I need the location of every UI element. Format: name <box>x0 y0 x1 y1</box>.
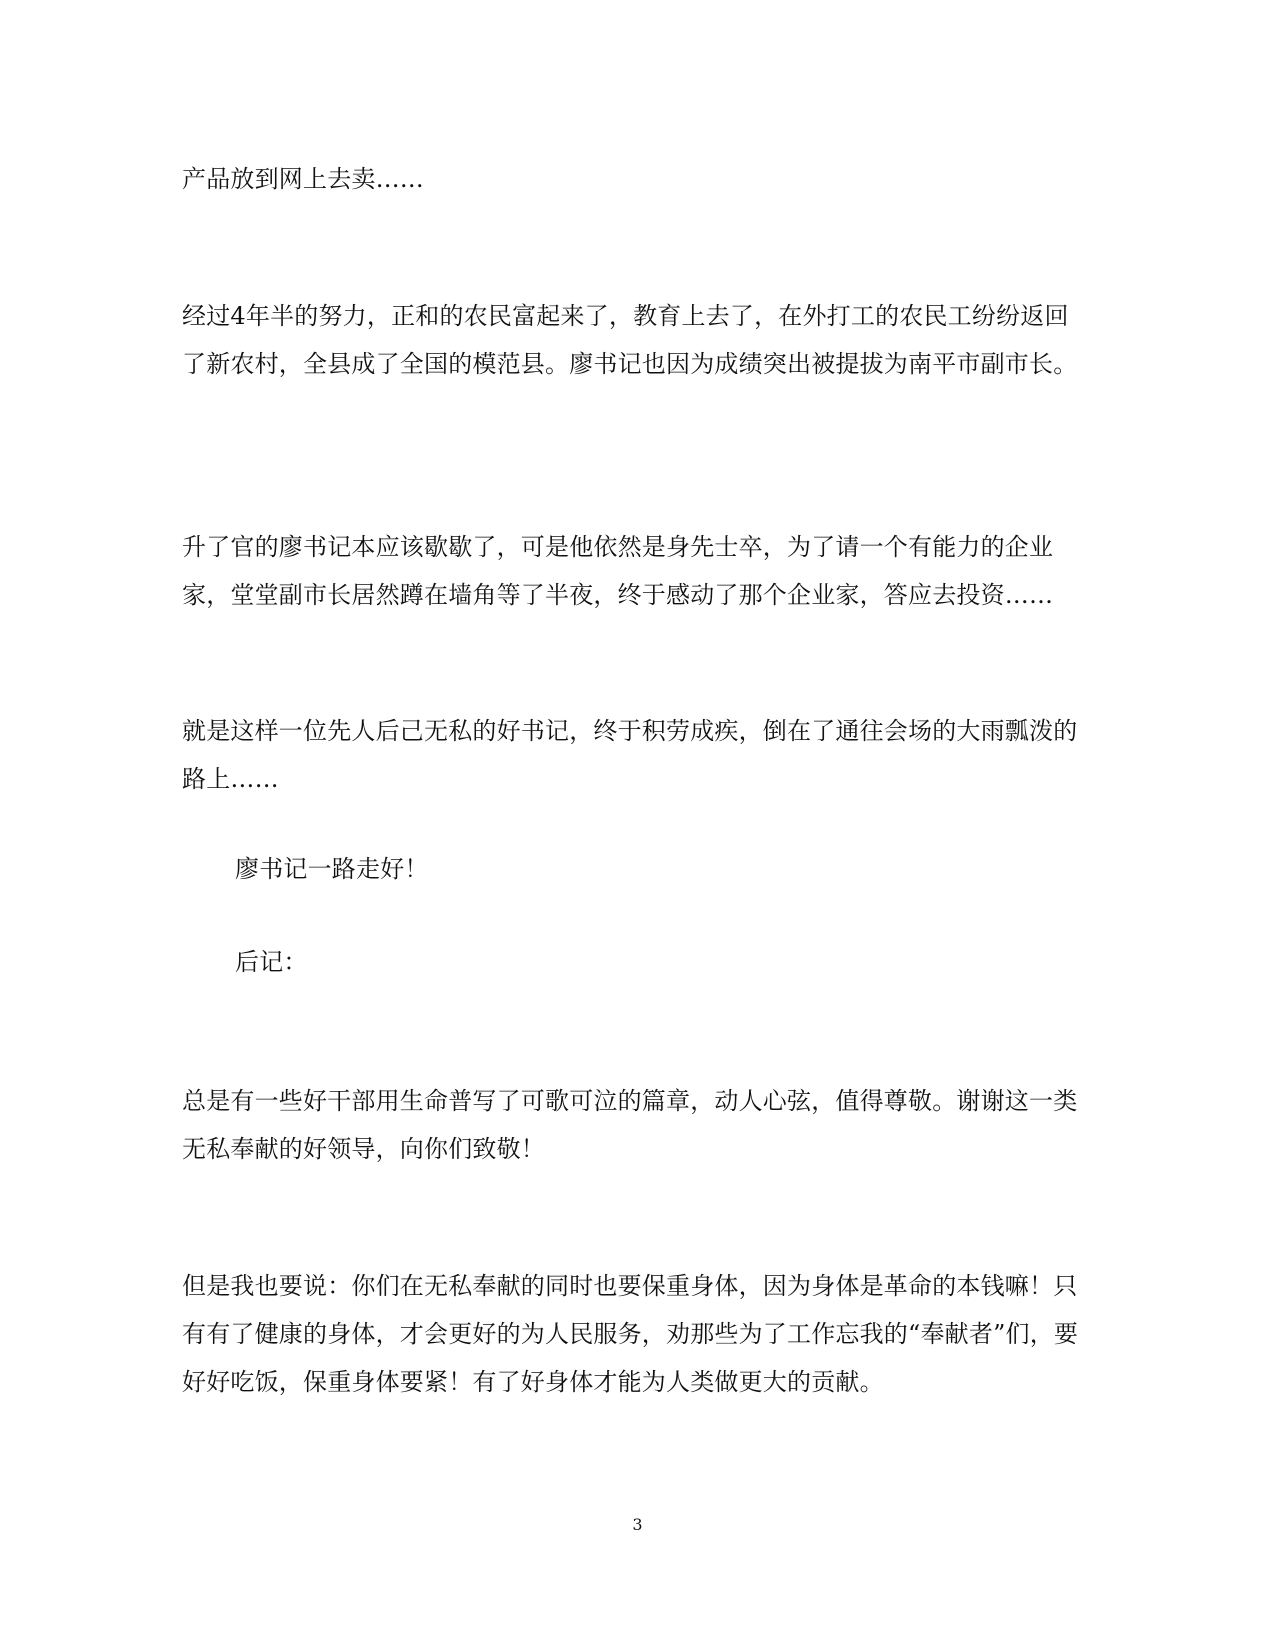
paragraph-postscript-heading: 后记： <box>235 948 308 976</box>
paragraph-1: 产品放到网上去卖…… <box>182 165 424 193</box>
paragraph-6: 但是我也要说：你们在无私奉献的同时也要保重身体，因为身体是革命的本钱嘛！只有有了健康的身体，才会更好的为人民服务，劝那些为了工作忘我的“奉献者”们，要好好吃饭，保重身体要紧！有了好身体才能为人类做更大的贡献。 <box>182 1272 1079 1396</box>
paragraph-5: 总是有一些好干部用生命普写了可歌可泣的篇章，动人心弦，值得尊敬。谢谢这一类无私奉献的好领导，向你们致敬！ <box>182 1087 1078 1163</box>
paragraph-4: 就是这样一位先人后己无私的好书记，终于积劳成疾，倒在了通往会场的大雨瓢泼的路上…… <box>182 717 1078 793</box>
paragraph-3: 升了官的廖书记本应该歇歇了，可是他依然是身先士卒，为了请一个有能力的企业家，堂堂副市长居然蹲在墙角等了半夜，终于感动了那个企业家，答应去投资…… <box>182 533 1054 609</box>
paragraph-2: 经过4年半的努力，正和的农民富起来了，教育上去了，在外打工的农民工纷纷返回了新农村，全县成了全国的模范县。廖书记也因为成绩突出被提拔为南平市副市长。 <box>182 302 1078 378</box>
page-number: 3 <box>632 1515 643 1534</box>
paragraph-farewell: 廖书记一路走好！ <box>235 855 429 883</box>
